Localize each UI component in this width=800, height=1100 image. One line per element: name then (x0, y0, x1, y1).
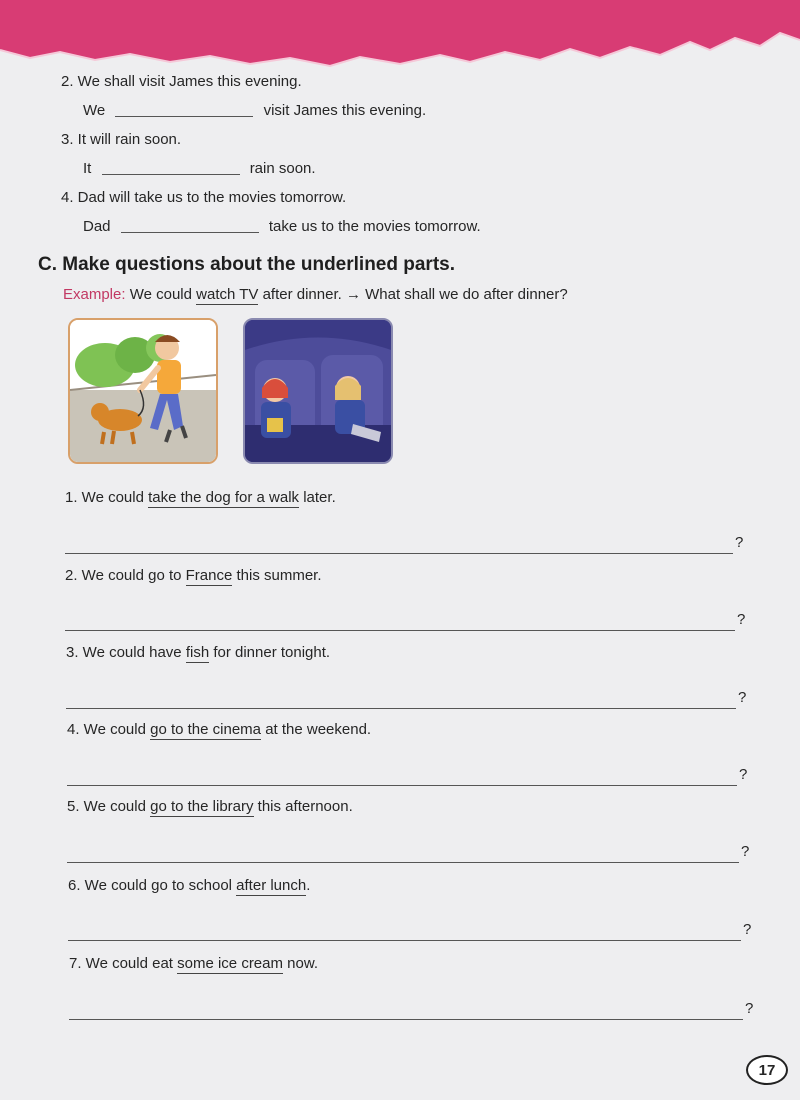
question-3-pre: 3. We could have (66, 644, 182, 661)
question-mark-2: ? (737, 611, 746, 628)
question-mark-6: ? (743, 921, 752, 938)
example-line (63, 286, 568, 303)
question-5-post: this afternoon. (257, 798, 353, 815)
exercise-3-blank[interactable] (102, 160, 240, 175)
exercise-4-prefix: Dad (83, 218, 111, 235)
example-underlined: watch TV (196, 286, 259, 303)
exercise-4-suffix: take us to the movies tomorrow. (268, 218, 481, 235)
question-5-underlined: go to the library (150, 798, 254, 815)
exercise-4-sentence: 4. Dad will take us to the movies tomorrow. (61, 189, 347, 206)
question-7 (69, 955, 318, 973)
question-2 (65, 567, 322, 585)
page-number-text: 17 (758, 1061, 776, 1079)
question-1-post: later. (303, 489, 336, 506)
question-3 (66, 644, 330, 662)
question-mark-3: ? (738, 689, 747, 706)
question-7-pre: 7. We could eat (69, 955, 173, 972)
example-post: after dinner. → What shall we do after dinner? (262, 286, 568, 303)
exercise-2-suffix: visit James this evening. (263, 102, 427, 119)
question-4 (67, 721, 371, 739)
exercise-2-sentence: 2. We shall visit James this evening. (61, 73, 302, 90)
answer-line-1[interactable] (65, 553, 733, 554)
answer-line-6[interactable] (68, 940, 741, 941)
girls-on-couch-illustration (243, 318, 393, 464)
question-mark-5: ? (741, 843, 750, 860)
question-6-pre: 6. We could go to school (68, 877, 232, 894)
question-3-underlined: fish (185, 644, 210, 661)
question-3-post: for dinner tonight. (213, 644, 331, 661)
exercise-3-suffix: rain soon. (249, 160, 316, 177)
page-number (746, 1055, 788, 1085)
boy-walking-dog-illustration (68, 318, 218, 464)
question-mark-1: ? (735, 534, 744, 551)
answer-line-4[interactable] (67, 785, 737, 786)
exercise-4-blank[interactable] (121, 218, 259, 233)
question-1-underlined: take the dog for a walk (148, 489, 300, 506)
exercise-3-sentence: 3. It will rain soon. (61, 131, 182, 148)
question-5 (67, 798, 353, 816)
question-2-underlined: France (185, 567, 233, 584)
question-1 (65, 489, 336, 507)
answer-line-3[interactable] (66, 708, 736, 709)
section-c-title: C. Make questions about the underlined parts. (38, 254, 455, 275)
question-1-pre: 1. We could (65, 489, 144, 506)
question-7-underlined: some ice cream (177, 955, 283, 972)
exercise-2-blank[interactable] (115, 102, 253, 117)
top-decorative-band (0, 0, 800, 70)
answer-line-2[interactable] (65, 630, 735, 631)
question-4-pre: 4. We could (67, 721, 146, 738)
question-2-post: this summer. (236, 567, 322, 584)
exercise-2-rewrite (83, 102, 426, 120)
exercise-3-rewrite (83, 160, 316, 178)
question-6-post: . (306, 877, 311, 894)
answer-line-7[interactable] (69, 1019, 743, 1020)
question-4-underlined: go to the cinema (150, 721, 262, 738)
example-label: Example: (63, 286, 126, 303)
exercise-3-prefix: It (83, 160, 92, 177)
answer-line-5[interactable] (67, 862, 739, 863)
question-7-post: now. (287, 955, 319, 972)
question-mark-7: ? (745, 1000, 754, 1017)
question-mark-4: ? (739, 766, 748, 783)
question-4-post: at the weekend. (265, 721, 372, 738)
question-6 (68, 877, 310, 895)
question-5-pre: 5. We could (67, 798, 146, 815)
example-pre: We could (129, 286, 192, 303)
exercise-4-rewrite (83, 218, 481, 236)
question-6-underlined: after lunch (236, 877, 307, 894)
exercise-2-prefix: We (83, 102, 106, 119)
question-2-pre: 2. We could go to (65, 567, 182, 584)
